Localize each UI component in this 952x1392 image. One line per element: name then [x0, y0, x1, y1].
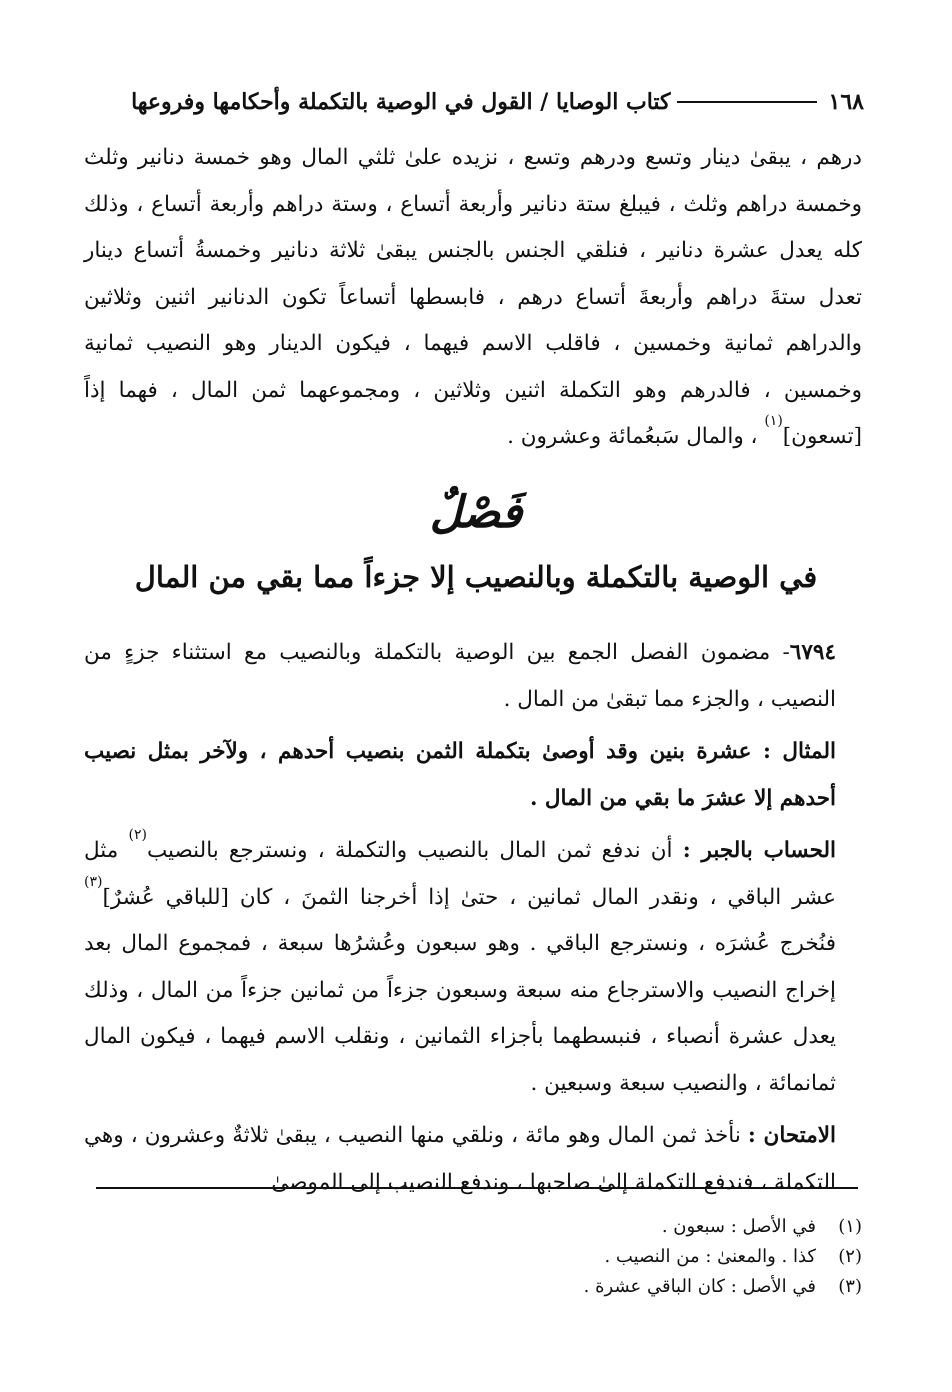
test-paragraph [84, 1113, 862, 1206]
header-rule [677, 101, 817, 103]
footnote-text: في الأصل : كان الباقي عشرة . [583, 1276, 816, 1297]
header-title: كتاب الوصايا / القول في الوصية بالتكملة وأحكامها وفروعها [131, 89, 671, 115]
footnote [300, 1242, 862, 1272]
paragraph1-text: درهم ، يبقىٰ دينار وتسع ودرهم وتسع ، نزيده علىٰ ثلثي المال وهو خمسة دنانير وثلث وخمسة دراهم وثلث ، فيبلغ ستة دنانير وأربعة أتساع ، وستة دراهم وأربعة أتساع ، وذلك كله يعدل عشرة دنانير ، فنلقي الجنس بالجنس يبقىٰ ثلاثة دنانير وخمسةُ أتساع دينار تعدل ستةَ دراهم وأربعةَ أتساع درهم ، فابسطها أتساعاً تكون الدنانير اثنين وثلاثين والدراهم ثمانية وخمسين ، فاقلب الاسم فيهما ، فيكون الدينار وهو النصيب ثمانية وخمسين ، فالدرهم وهو التكملة اثنين وثلاثين ، ومجموعهما ثمن المال ، فهما إذاً [تسعون] [84, 145, 862, 449]
section-body [84, 630, 862, 1212]
page-number: ١٦٨ [828, 89, 864, 115]
paragraph-6794 [84, 630, 862, 723]
example-paragraph [84, 729, 862, 822]
footnote-ref-2[interactable]: (٢) [128, 827, 147, 843]
algebra-text-b: مثل عشر الباقي ، ونقدر المال ثمانين ، حتىٰ إذا أخرجنا الثمنَ ، كان [للباقي عُشرٌ] [84, 838, 836, 910]
algebra-text-a: أن ندفع ثمن المال بالنصيب والتكملة ، ونسترجع بالنصيب [146, 838, 673, 863]
footnote-ref-3[interactable]: (٣) [84, 873, 103, 890]
test-text: نأخذ ثمن المال وهو مائة ، ونلقي منها النصيب ، يبقىٰ ثلاثةٌ وعشرون ، وهي التكملة ، فندفع التكملة إلىٰ صاحبها ، وندفع النصيب إلى الموصىٰ [84, 1123, 836, 1195]
footnote-text: في الأصل : سبعون . [661, 1216, 816, 1237]
algebra-text-c: فنُخرج عُشرَه ، ونسترجع الباقي . وهو سبعون وعُشرُها سبعة ، فمجموع المال بعد إخراج النصيب والاسترجاع منه سبعة وسبعون جزءاً من ثمانين جزءاً من المال ، وذلك يعدل عشرة أنصباء ، فنبسطهما بأجزاء الثمانين ، ونقلب الاسم فيهما ، فيكون المال ثمانمائة ، والنصيب سبعة وسبعين . [84, 931, 836, 1096]
paragraph1-end: ، والمال سَبعُمائة وعشرون . [507, 424, 765, 449]
footnote [300, 1272, 862, 1302]
paragraph-text: - مضمون الفصل الجمع بين الوصية بالتكملة وبالنصيب مع استثناء جزءٍ من النصيب ، والجزء مما تبقىٰ من المال . [84, 640, 836, 712]
footnote [300, 1212, 862, 1242]
test-label: الامتحان : [747, 1123, 837, 1148]
algebra-label: الحساب بالجبر : [682, 838, 836, 863]
footnote-number: (٢) [838, 1246, 862, 1267]
section-title: في الوصية بالتكملة وبالنصيب إلا جزءاً مما بقي من المال [134, 560, 818, 594]
running-header [88, 84, 864, 120]
footnote-number: (١) [838, 1216, 862, 1237]
footnotes [300, 1212, 862, 1302]
section-ornament: فَصْلٌ [429, 487, 523, 538]
paragraph-continued [84, 135, 862, 467]
algebra-paragraph [84, 828, 862, 1107]
example-label: المثال : [762, 739, 836, 764]
paragraph-number: ٦٧٩٤ [789, 640, 836, 665]
footnote-number: (٣) [838, 1276, 862, 1297]
footnote-rule [96, 1187, 858, 1189]
example-text: عشرة بنين وقد أوصىٰ بتكملة الثمن بنصيب أحدهم ، ولآخر بمثل نصيب أحدهم إلا عشرَ ما بقي من المال . [84, 739, 836, 811]
footnote-text: كذا . والمعنىٰ : من النصيب . [604, 1246, 816, 1267]
footnote-ref-1[interactable]: (١) [764, 413, 783, 429]
